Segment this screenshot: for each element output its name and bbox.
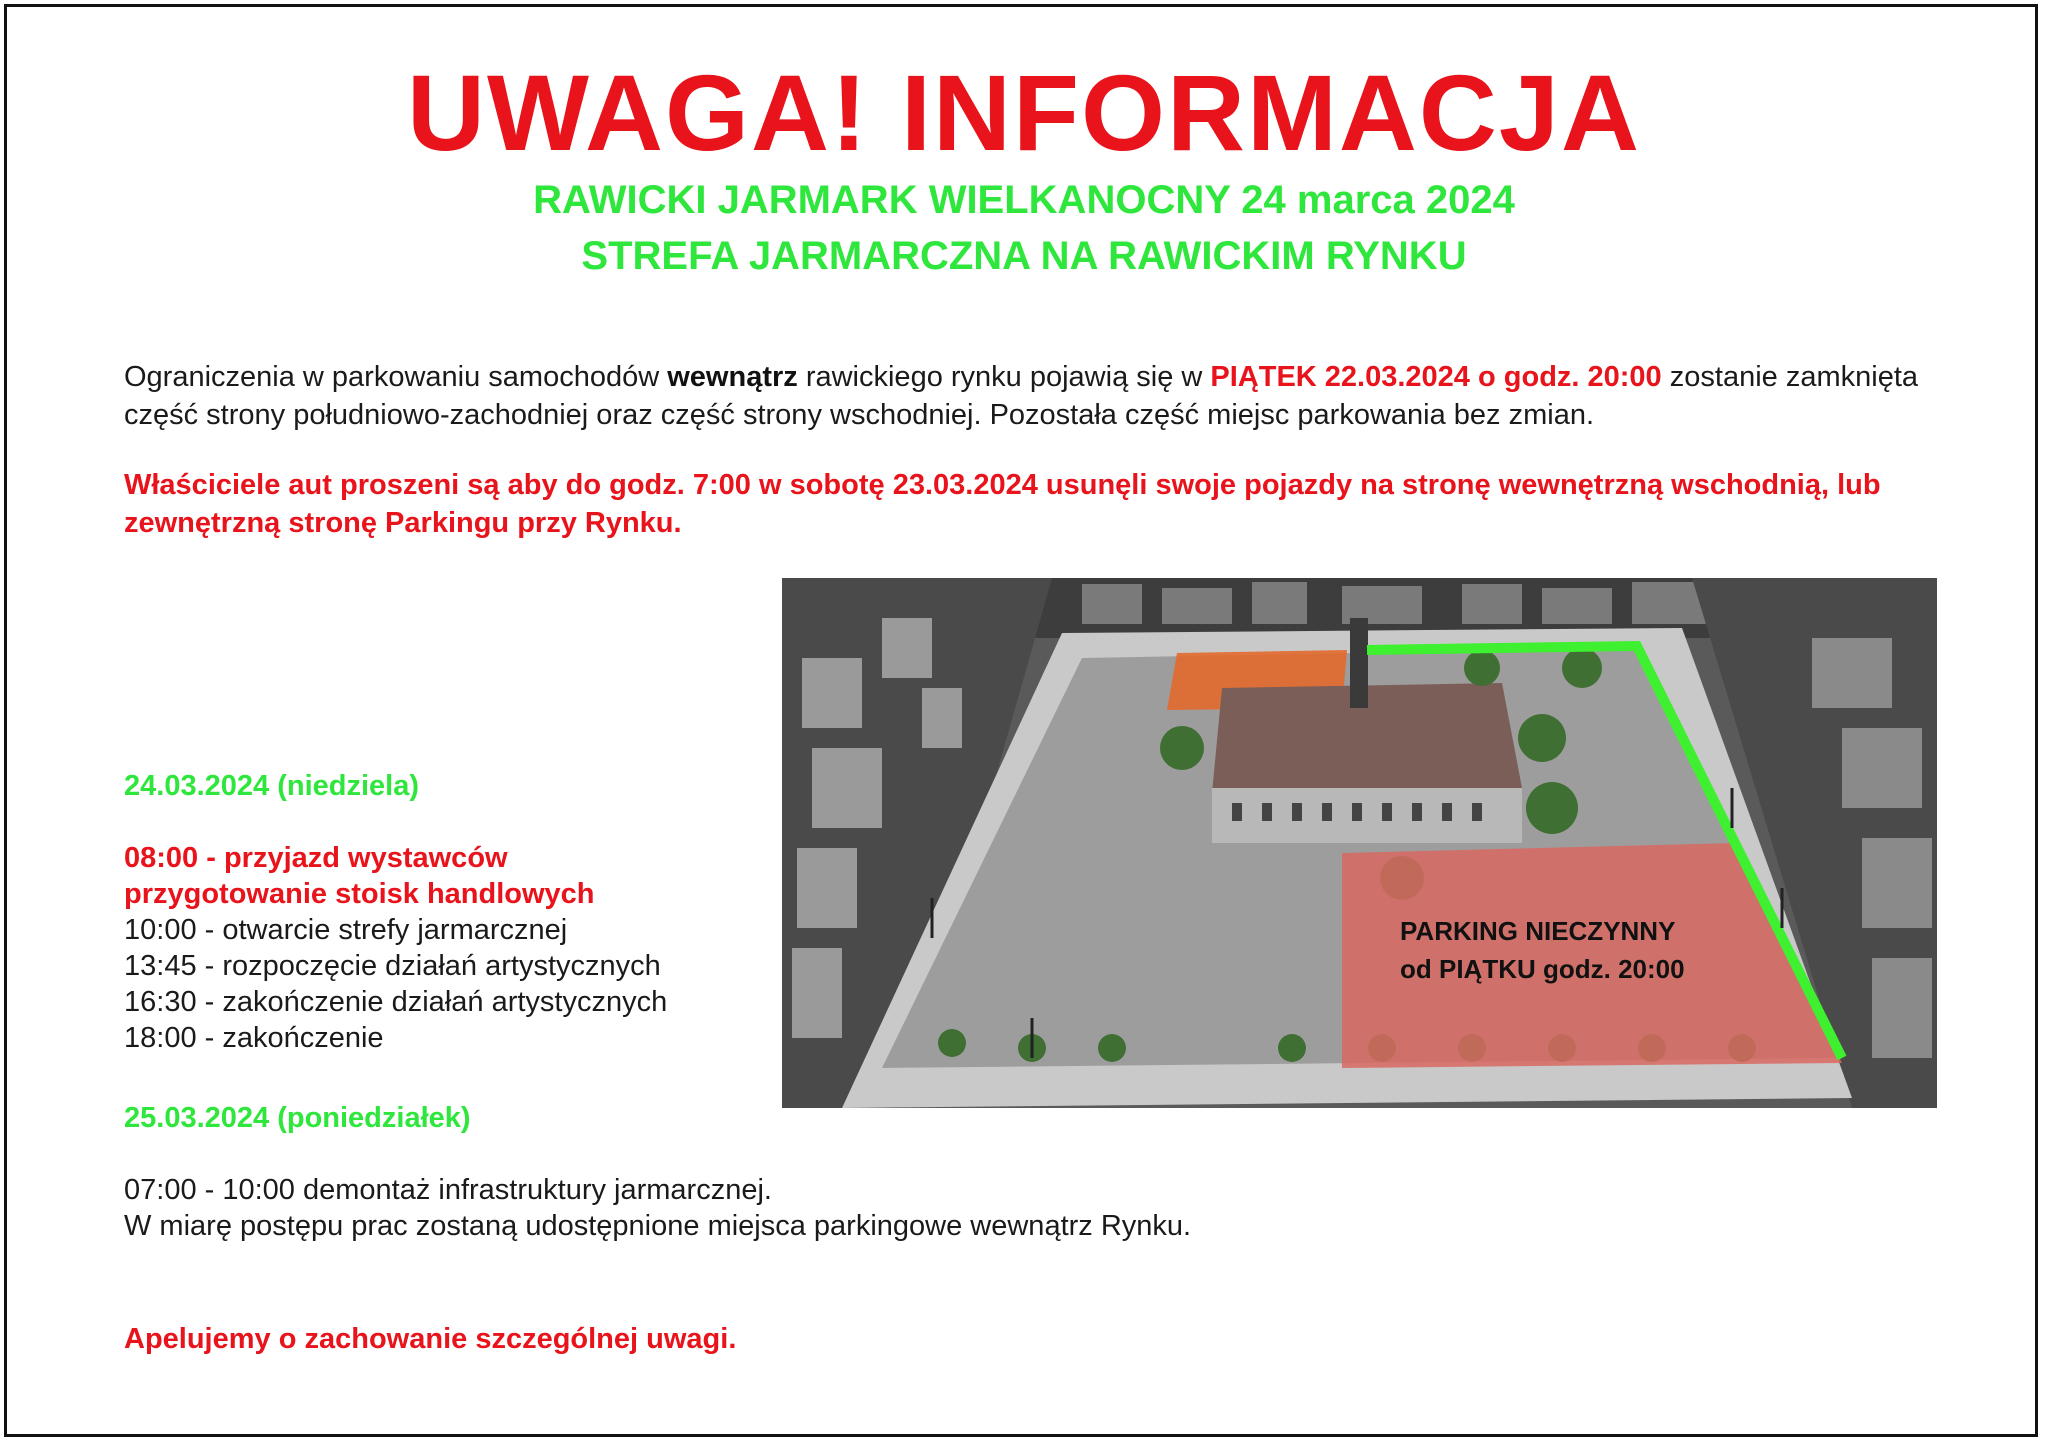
- day1-item: 10:00 - otwarcie strefy jarmarcznej: [124, 914, 568, 946]
- closed-parking-label: [1400, 912, 1685, 988]
- intro-text-3: zostanie zamknięta część strony południowo-zachodniej oraz część strony wschodniej. Pozostała część miejsc parkowania bez zmian.: [124, 361, 1919, 431]
- day2-item: W miarę postępu prac zostaną udostępnione miejsca parkingowe wewnątrz Rynku.: [124, 1210, 1192, 1242]
- day1-item: 13:45 - rozpoczęcie działań artystycznych: [124, 950, 661, 982]
- spacer: [124, 1136, 1191, 1172]
- day1-item: 16:30 - zakończenie działań artystycznych: [124, 986, 668, 1018]
- intro-paragraph: [124, 358, 1984, 434]
- intro-text-1: Ograniczenia w parkowaniu samochodów: [124, 361, 668, 393]
- intro-bold-inside: wewnątrz: [667, 361, 798, 393]
- intro-text-2: rawickiego rynku pojawią się w: [797, 361, 1211, 393]
- event-title: RAWICKI JARMARK WIELKANOCNY 24 marca 2024: [533, 178, 1515, 222]
- spacer: [124, 804, 667, 840]
- market-square-aerial-photo: [782, 578, 1937, 1108]
- day2-item: 07:00 - 10:00 demontaż infrastruktury jarmarcznej.: [124, 1174, 772, 1206]
- owners-notice: Właściciele aut proszeni są aby do godz. 7:00 w sobotę 23.03.2024 usunęli swoje pojazdy na stronę wewnętrzną wschodnią, lub zewnętrzną stronę Parkingu przy Rynku.: [124, 469, 1881, 539]
- day1-schedule: [124, 768, 667, 1056]
- day2-schedule: [124, 1100, 1191, 1244]
- day1-date: 24.03.2024 (niedziela): [124, 770, 419, 802]
- day2-date: 25.03.2024 (poniedziałek): [124, 1102, 471, 1134]
- day1-highlight-2: przygotowanie stoisk handlowych: [124, 878, 595, 910]
- day1-item: 18:00 - zakończenie: [124, 1022, 384, 1054]
- day1-highlight-1: 08:00 - przyjazd wystawców: [124, 842, 508, 874]
- closed-parking-label-line2: od PIĄTKU godz. 20:00: [1400, 954, 1685, 984]
- appeal-notice: Apelujemy o zachowanie szczególnej uwagi.: [124, 1323, 737, 1355]
- intro-friday-time: PIĄTEK 22.03.2024 o godz. 20:00: [1210, 361, 1662, 393]
- closed-parking-label-line1: PARKING NIECZYNNY: [1400, 916, 1676, 946]
- event-subtitle: STREFA JARMARCZNA NA RAWICKIM RYNKU: [581, 234, 1467, 278]
- page-title: UWAGA! INFORMACJA: [407, 52, 1641, 173]
